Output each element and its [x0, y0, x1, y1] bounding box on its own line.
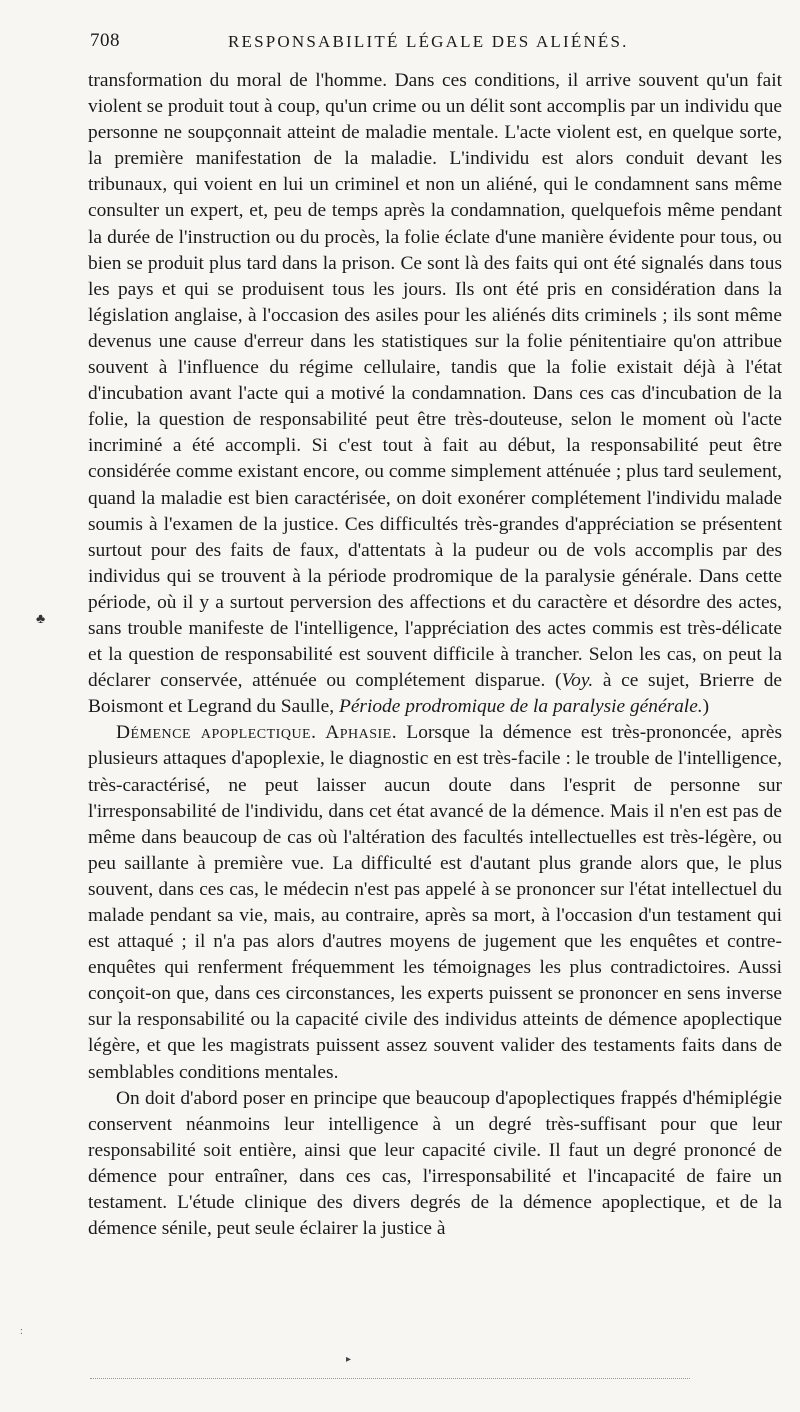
- voy-abbrev: Voy.: [561, 670, 594, 692]
- section-heading: Démence apoplectique. Aphasie.: [116, 722, 398, 744]
- paragraph-1-text: transformation du moral de l'homme. Dans ces conditions, il arrive souvent qu'un fait violent se produit tout à coup, qu'un crime ou un délit sont accomplis par un individu que personne ne soupçonnait atteint de maladie mentale. L'acte violent est, en quelque sorte, la première manifestation de la maladie. L'individu est alors conduit devant les tribunaux, qui voient en lui un criminel et non un aliéné, qui le condamnent sans même consulter un expert, et, peu de temps après la condamnation, quelquefois même pendant la durée de l'instruction ou du procès, la folie éclate d'une manière évidente pour tous, ou bien se produit plus tard dans la prison. Ce sont là des faits qui ont été signalés dans tous les pays et qui se produisent tous les jours. Ils ont été pris en considération dans la législation anglaise, à l'occasion des asiles pour les aliénés dits criminels ; ils sont même devenus une cause d'erreur dans les statistiques sur la folie pénitentiaire qu'on attribue souvent à l'influence du régime cellulaire, tandis que la folie existait déjà à l'état d'incubation avant l'acte qui a motivé la condamnation. Dans ces cas d'incubation de la folie, la question de responsabilité peut être très-douteuse, selon le moment où l'acte incriminé a été accompli. Si c'est tout à fait au début, la responsabilité peut être considérée comme existant encore, ou comme simplement atténuée ; plus tard seulement, quand la maladie est bien caractérisée, on doit exonérer complétement l'individu malade soumis à l'examen de la justice. Ces difficultés très-grandes d'appréciation se présentent surtout pour des faits de faux, d'attentats à la pudeur ou de vols accomplis par des individus qui se trouvent à la période prodromique de la paralysie générale. Dans cette période, où il y a surtout perversion des affections et du caractère et désordre des actes, sans trouble manifeste de l'intelligence, l'appréciation des actes commis est très-délicate et la question de responsabilité est souvent difficile à trancher. Selon les cas, on peut la déclarer conservée, atténuée ou complétement disparue. (: [88, 70, 782, 692]
- margin-ink-mark: ♣: [36, 612, 46, 627]
- running-title: RESPONSABILITÉ LÉGALE DES ALIÉNÉS.: [228, 32, 629, 51]
- page-number: 708: [90, 30, 120, 51]
- page-header: [88, 26, 782, 56]
- paragraph-3: [88, 1086, 782, 1243]
- body-text: [88, 68, 782, 1242]
- footer-dotted-rule: [90, 1378, 690, 1379]
- scan-dot: :: [20, 1326, 23, 1337]
- cited-work-title: Période prodromique de la paralysie générale.: [338, 696, 703, 718]
- footer-mark: ▸: [346, 1354, 352, 1365]
- paragraph-1-reference: à ce sujet, Brierre de Boismont et Legrand du Saulle,: [88, 670, 782, 718]
- paragraph-3-text: On doit d'abord poser en principe que beaucoup d'apoplectiques frappés d'hémiplégie conservent néanmoins leur intelligence à un degré très-suffisant pour que leur responsabilité soit entière, ainsi que leur capacité civile. Il faut un degré prononcé de démence pour entraîner, dans ces cas, l'irresponsabilité et l'incapacité de faire un testament. L'étude clinique des divers degrés de la démence apoplectique, et de la démence sénile, peut seule éclairer la justice à: [88, 1087, 782, 1240]
- paragraph-1: [88, 68, 782, 720]
- paragraph-1-close: ): [702, 696, 710, 718]
- paragraph-2: [88, 720, 782, 1085]
- book-page: [88, 26, 782, 1242]
- paragraph-2-text: Lorsque la démence est très-prononcée, après plusieurs attaques d'apoplexie, le diagnostic en est très-facile : le trouble de l'intelligence, très-caractérisé, ne peut laisser aucun doute dans l'esprit de personne sur l'irresponsabilité de l'individu, dans cet état avancé de la démence. Mais il n'en est pas de même dans beaucoup de cas où l'altération des facultés intellectuelles est très-légère, ou peu saillante à première vue. La difficulté est d'autant plus grande alors que, le plus souvent, dans ces cas, le médecin n'est pas appelé à se prononcer sur l'état intellectuel du malade pendant sa vie, mais, au contraire, après sa mort, à l'occasion d'un testament qui est attaqué ; il n'a pas alors d'autres moyens de jugement que les enquêtes et contre-enquêtes qui renferment fréquemment les témoignages les plus contradictoires. Aussi conçoit-on que, dans ces circonstances, les experts puissent se prononcer en sens inverse sur la responsabilité ou la capacité civile des individus atteints de démence apoplectique légère, et que les magistrats puissent assez souvent valider des testaments faits dans de semblables conditions mentales.: [88, 722, 782, 1083]
